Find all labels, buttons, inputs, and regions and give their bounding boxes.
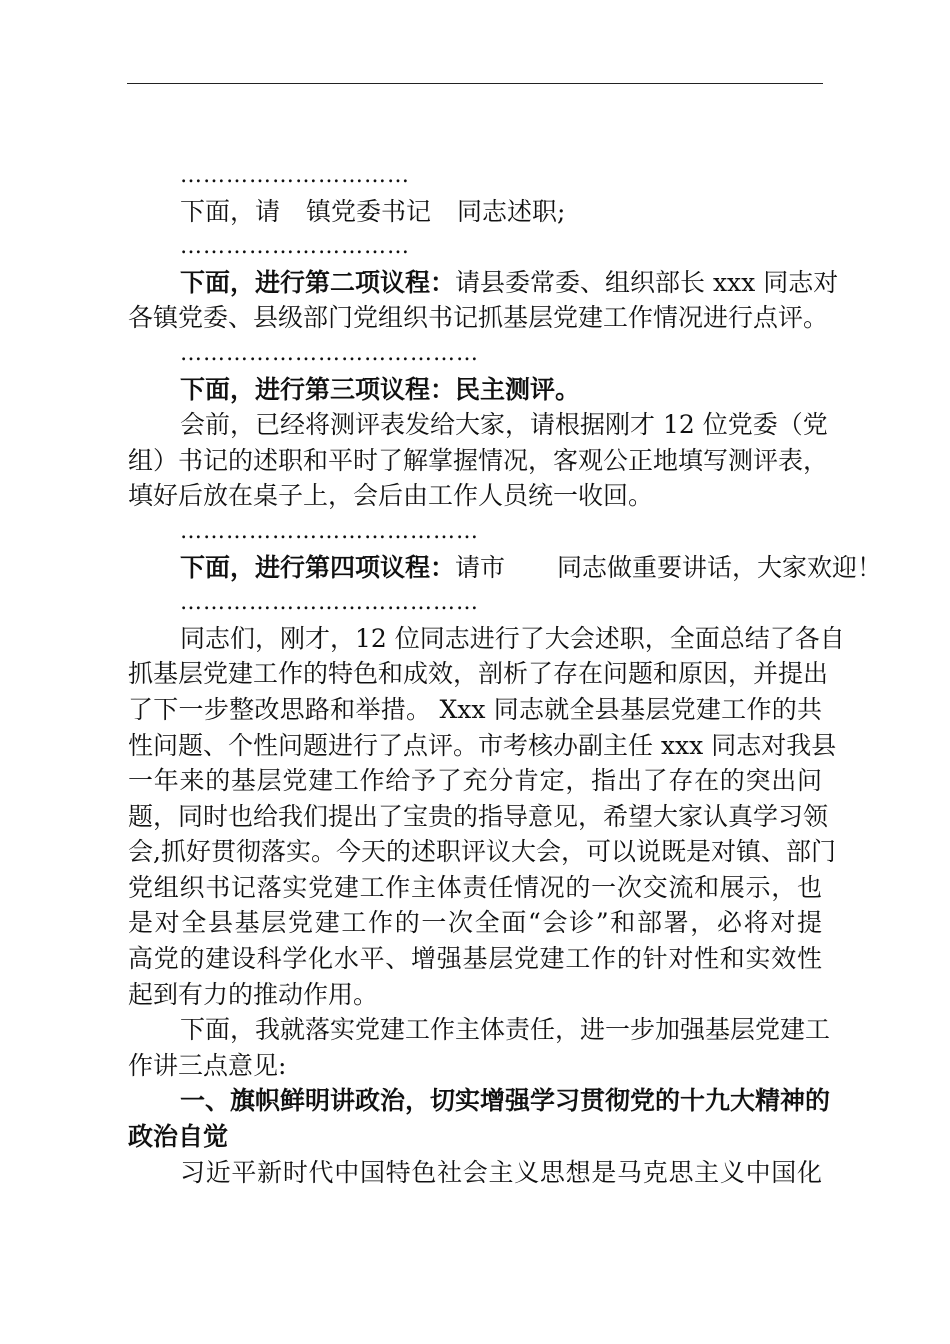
ellipsis-line: ………………………… [180, 163, 410, 188]
evaluation-paragraph-line: 填好后放在桌子上，会后由工作人员统一收回。 [128, 481, 654, 511]
text-segment: 下面，请 [180, 196, 281, 226]
agenda-item-2-text: 请县委常委、组织部长 xxx 同志对 [455, 267, 839, 297]
agenda-item-4-label: 下面，进行第四项议程： [180, 552, 456, 582]
speech-paragraph-line: 起到有力的推动作用。 [128, 979, 379, 1009]
speech-paragraph-line: 高党的建设科学化水平、增强基层党建工作的针对性和实效性 [128, 944, 822, 974]
text-segment: 同志述职; [457, 196, 566, 226]
text-segment: 请市 [455, 552, 506, 582]
evaluation-paragraph-line: 会前，已经将测评表发给大家，请根据刚才 12 位党委（党 [180, 410, 828, 440]
speech-paragraph-line: 同志们，刚才，12 位同志进行了大会述职，全面总结了各自 [180, 623, 845, 653]
ellipsis-line: ………………………………… [180, 340, 479, 366]
section-heading-1-line-2: 政治自觉 [128, 1122, 229, 1152]
speech-paragraph-line: 题，同时也给我们提出了宝贵的指导意见，希望大家认真学习领 [128, 801, 829, 831]
ellipsis-line: ………………………………… [180, 590, 479, 616]
body-paragraph-line: 习近平新时代中国特色社会主义思想是马克思主义中国化 [180, 1157, 822, 1187]
speech-paragraph-line: 一年来的基层党建工作给予了充分肯定，指出了存在的突出问 [128, 766, 822, 796]
evaluation-paragraph-line: 组）书记的述职和平时了解掌握情况，客观公正地填写测评表， [128, 445, 829, 475]
agenda-item-3-label: 下面，进行第三项议程：民主测评。 [180, 374, 581, 404]
agenda-item-2-label: 下面，进行第二项议程： [180, 267, 456, 297]
opinion-intro-line: 作讲三点意见: [128, 1050, 287, 1080]
speech-paragraph-line: 抓基层党建工作的特色和成效，剖析了存在问题和原因，并提出 [128, 659, 829, 689]
agenda-item-2-line-1 [128, 265, 839, 301]
opinion-intro-line: 下面，我就落实党建工作主体责任，进一步加强基层党建工 [180, 1015, 831, 1045]
text-segment: 同志做重要讲话，大家欢迎！ [557, 552, 883, 582]
text-segment: 镇党委书记 [306, 196, 432, 226]
agenda-item-4-line [128, 550, 883, 586]
header-rule [127, 83, 823, 84]
agenda-item-2-line-2: 各镇党委、县级部门党组织书记抓基层党建工作情况进行点评。 [128, 303, 829, 333]
section-heading-1-line-1: 一、旗帜鲜明讲政治，切实增强学习贯彻党的十九大精神的 [180, 1086, 831, 1116]
speech-paragraph-line: 性问题、个性问题进行了点评。市考核办副主任 xxx 同志对我县 [128, 730, 837, 760]
speech-paragraph-line: 党组织书记落实党建工作主体责任情况的一次交流和展示，也 [128, 872, 822, 902]
speaker-invite-line [128, 194, 822, 230]
speech-paragraph-line: 了下一步整改思路和举措。 Xxx 同志就全县基层党建工作的共 [128, 694, 822, 724]
document-body [128, 158, 883, 1190]
ellipsis-line: ………………………………… [180, 518, 479, 544]
speech-paragraph-line: 是对全县基层党建工作的一次全面“会诊”和部署，必将对提 [128, 908, 822, 938]
ellipsis-line: ………………………… [180, 234, 410, 260]
speech-paragraph-line: 会,抓好贯彻落实。今天的述职评议大会，可以说既是对镇、部门 [128, 837, 836, 867]
